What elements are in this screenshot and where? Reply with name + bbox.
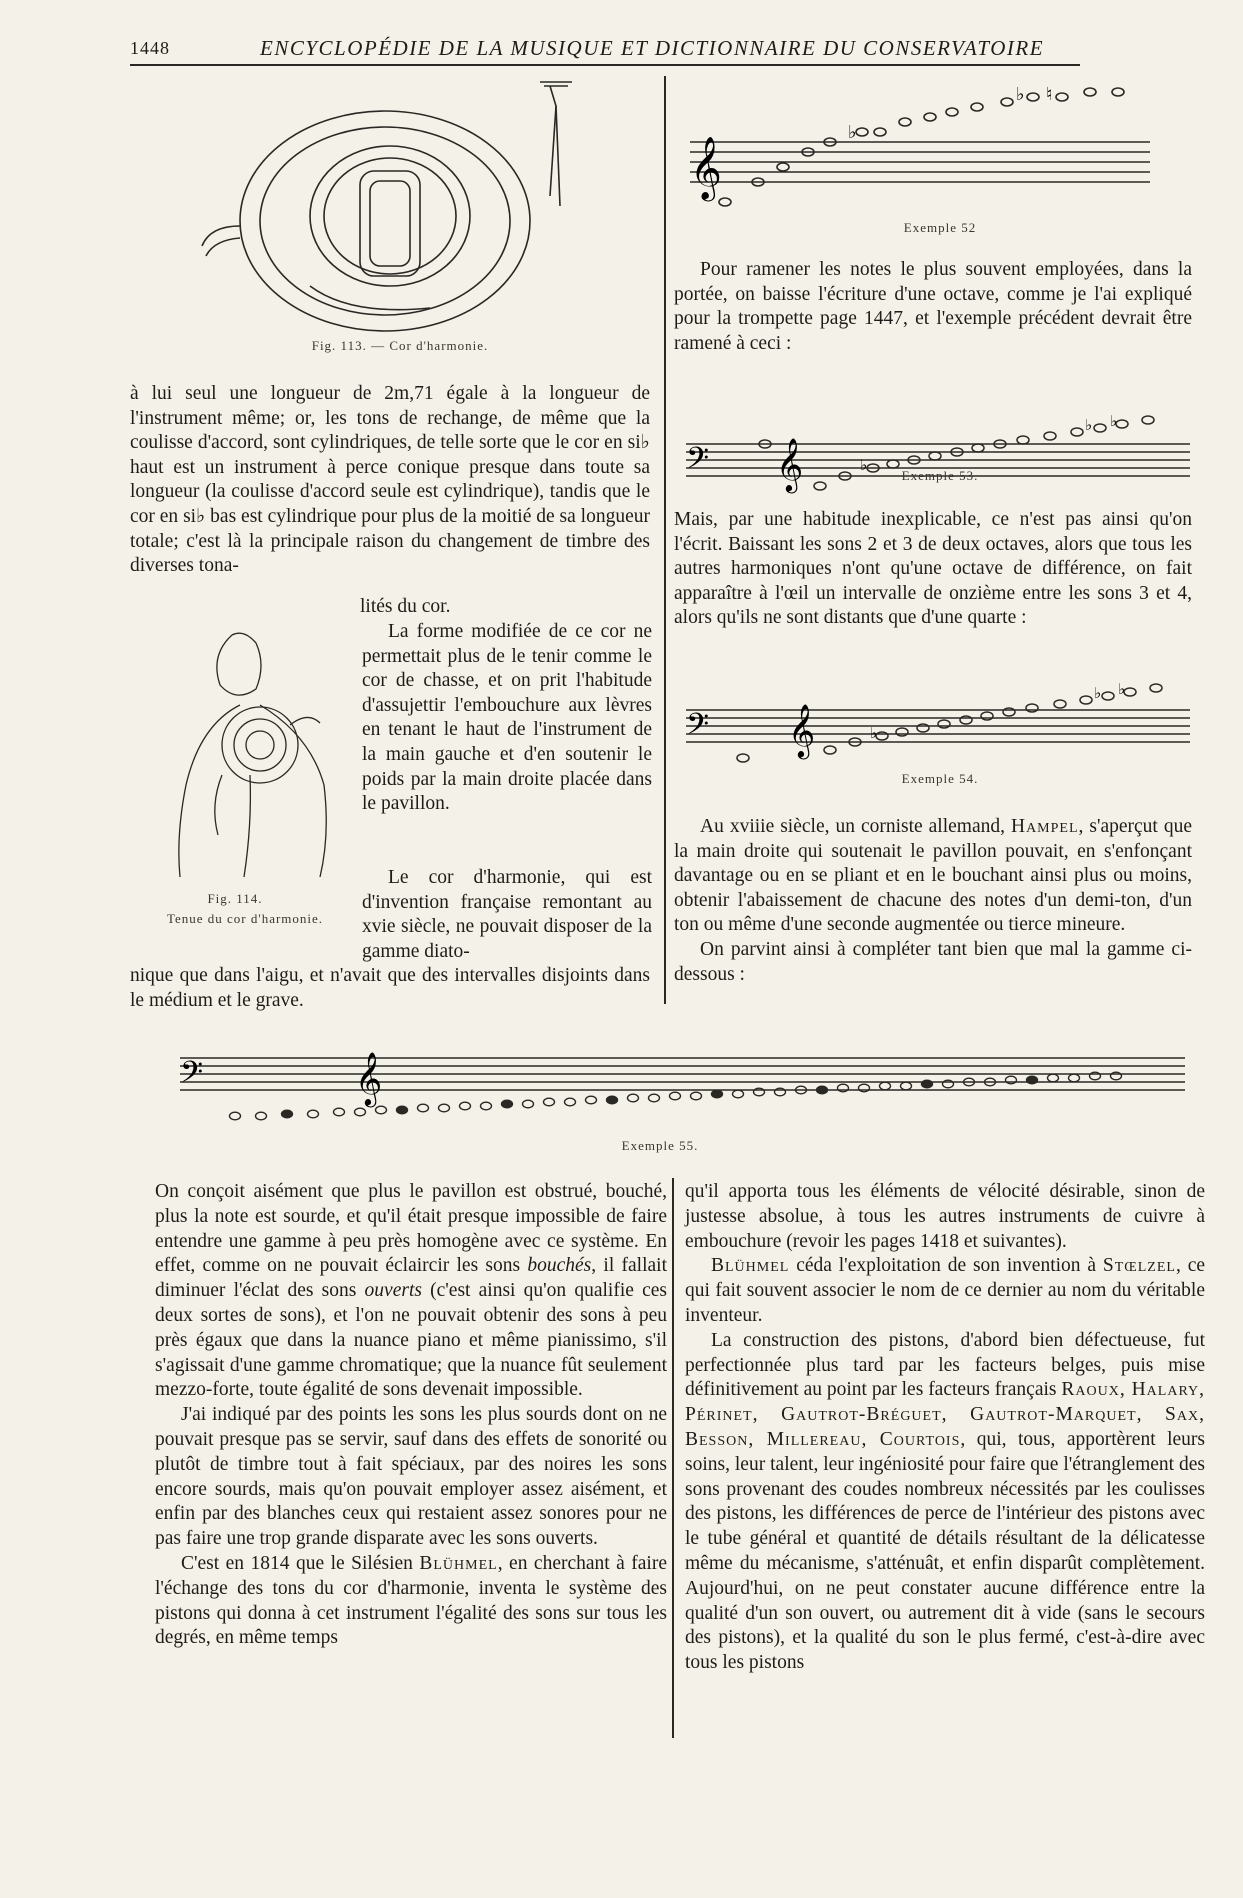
column-divider-bottom	[672, 1178, 674, 1738]
svg-text:𝄢: 𝄢	[180, 1056, 204, 1097]
bottom-right-para3	[685, 1329, 1205, 1676]
scale-note	[334, 1108, 345, 1116]
bl-para1-b: , il fallait diminuer l'éclat des sons	[155, 1255, 668, 1302]
horn-player-illustration	[140, 615, 360, 885]
right-column-para3	[674, 815, 1192, 987]
scale-note	[607, 1096, 618, 1104]
right-column-para1	[674, 258, 1192, 356]
scale-note	[628, 1094, 639, 1102]
running-title: ENCYCLOPÉDIE DE LA MUSIQUE ET DICTIONNAIRE DU CONSERVATOIRE	[260, 36, 1045, 60]
maker-names: Raoux, Halary, Périnet, Gautrot-Bréguet, Gautrot-Marquet, Sax, Besson, Millereau, Courtois	[685, 1379, 1206, 1450]
stoelzel-name: Stœlzel	[1102, 1255, 1176, 1277]
scale-note	[1069, 1074, 1080, 1082]
svg-text:𝄢: 𝄢	[686, 442, 710, 483]
svg-text:♭: ♭	[1110, 412, 1118, 430]
bottom-right-column	[685, 1180, 1205, 1676]
scale-note	[733, 1090, 744, 1098]
svg-text:𝄞: 𝄞	[690, 136, 722, 199]
scale-note	[376, 1106, 387, 1114]
example-54-label: Exemple 54.	[901, 771, 979, 786]
bl-para1-a: On conçoit aisément que plus le pavillon est obstrué, bouché, plus la note est sourde, et qu'il était presque impossible de faire entendre une gamme à peu près homogène avec ce système. En effet, comme on ne pouvait éclaircir les sons	[155, 1181, 667, 1277]
bottom-left-para1	[155, 1180, 667, 1403]
column-divider-top	[664, 76, 666, 1004]
right-para2-text: Mais, par une habitude inexplicable, ce n'est pas ainsi qu'on l'écrit. Baissant les sons 2 et 3 de deux octaves, alors que tous les autres harmoniques n'ont qu'une octave de différence, on fait apparaître à l'œil un intervalle de onzième entre les sons 3 et 4, alors qu'ils ne sont distants que d'une quarte :	[674, 509, 1192, 629]
bluhmel-name: Blühmel	[419, 1552, 498, 1574]
right-para1-text: Pour ramener les notes le plus souvent employées, dans la portée, on baisse l'écriture d'une octave, comme je l'ai expliqué pour la trompette page 1447, et l'exemple précédent devrait être ramené à ceci :	[674, 259, 1192, 354]
left-column-para3	[362, 866, 652, 964]
svg-text:𝄞: 𝄞	[788, 703, 816, 757]
right-column-para2	[674, 508, 1192, 631]
example-52-label: Exemple 52	[903, 220, 977, 235]
bl-para3-b: , en cherchant à faire l'échange des tons du cor d'harmonie, inventa le système des pistons qui donna à cet instrument l'égalité des sons sur tous les degrés, en même temps	[155, 1552, 667, 1649]
scale-note	[502, 1100, 513, 1108]
scale-note	[308, 1110, 319, 1118]
hampel-name: Hampel	[1010, 816, 1079, 837]
ouverts-word: ouverts	[364, 1280, 422, 1302]
page-header	[130, 30, 1080, 66]
scale-note	[544, 1098, 555, 1106]
scale-note	[691, 1092, 702, 1100]
scale-note	[670, 1092, 681, 1100]
left-para3-end-text: nique que dans l'aigu, et n'avait que des intervalles disjoints dans le médium et le grave.	[130, 965, 650, 1011]
left-column-para2	[362, 620, 652, 817]
svg-text:𝄞: 𝄞	[355, 1051, 383, 1105]
left-column-para1-end	[360, 595, 650, 620]
bluhmel-name-2: Blühmel	[711, 1255, 790, 1277]
svg-text:𝄢: 𝄢	[686, 708, 710, 749]
left-para2-text: La forme modifiée de ce cor ne permettait plus de le tenir comme le cor de chasse, et on prit l'habitude d'assujettir l'embouchure aux lèvres en tenant le haut de l'instrument de la main gauche et d'en soutenir le poids par la main droite placée dans le pavillon.	[362, 621, 652, 815]
scale-note	[523, 1100, 534, 1108]
scale-note	[901, 1082, 912, 1090]
bottom-left-para2: J'ai indiqué par des points les sons les plus sourds dont on ne pouvait presque pas se servir, sauf dans des effets de sonorité ou plutôt de timbre tout à fait spéciaux, par des noires les sons encore sourds, mais qu'on pouvait employer assez aisément, et enfin par des blanches ceux qui restaient assez sonores pour ne pas faire une trop grande disparate avec les sons ouverts.	[155, 1404, 667, 1550]
right-para3-pre: Au xviiie siècle, un corniste allemand,	[700, 816, 1011, 837]
left-para1-end-text: lités du cor.	[360, 596, 451, 617]
bottom-left-para3	[155, 1552, 667, 1651]
fig114-caption-1: Fig. 114.	[207, 891, 263, 906]
right-para3-text	[674, 815, 1192, 938]
music-example-54	[680, 670, 1200, 770]
left-column-para1	[130, 382, 650, 579]
left-para3-text: Le cor d'harmonie, qui est d'invention française remontant au xvie siècle, ne pouvait disposer de la gamme diato-	[362, 867, 652, 962]
right-para3-post: , s'aperçut que la main droite qui soutenait le pavillon pouvait, en s'enfonçant davantage ou en se pliant et en le bouchant ainsi plus ou moins, obtenir l'abaissement de chacune des notes d'un demi-ton, d'un ton ou même d'une seconde augmentée ou tierce mineure.	[674, 816, 1192, 936]
scale-note	[565, 1098, 576, 1106]
scale-note	[1027, 1076, 1038, 1084]
svg-text:♭: ♭	[1016, 84, 1025, 105]
svg-text:♮: ♮	[1046, 84, 1053, 105]
svg-text:♭: ♭	[1085, 416, 1093, 434]
fig114-caption-2: Tenue du cor d'harmonie.	[166, 911, 324, 926]
scale-note	[418, 1104, 429, 1112]
music-example-52	[680, 76, 1160, 216]
br-para3-b: , qui, tous, apportèrent leurs soins, leur talent, leur ingéniosité pour faire que l'étranglement des sons provenant des coudes nombreux nécessités par les coulisses des pistons, les différences de perce de l'intérieur des pistons avec le tube général et quantité de détails résultant de la délicatesse même du mécanisme, s'atténuât, et enfin disparût complètement. Aujourd'hui, on ne peut constater aucune différence entre la qualité d'un son ouvert, ou autrement dit à vide (sans le secours des pistons), et la qualité du son le plus fermé, c'est-à-dire avec tous les pistons	[685, 1428, 1205, 1674]
svg-text:♭: ♭	[1118, 680, 1126, 698]
bottom-right-para1: qu'il apporta tous les éléments de vélocité désirable, sinon de justesse absolue, à tous les autres instruments de cuivre à embouchure (revoir les pages 1418 et suivantes).	[685, 1181, 1205, 1252]
example-53-label: Exemple 53.	[901, 468, 979, 483]
scale-note	[230, 1112, 241, 1120]
bouches-word: bouchés	[527, 1255, 592, 1277]
scale-note	[922, 1080, 933, 1088]
scale-note	[880, 1082, 891, 1090]
svg-text:♭: ♭	[870, 724, 878, 742]
music-example-55	[175, 1018, 1195, 1138]
scale-note	[1048, 1074, 1059, 1082]
bl-para1-c: (c'est ainsi qu'on qualifie ces deux sortes de sons), et l'on ne pouvait obtenir des sons à peu près égaux que dans la nuance piano et même pianissimo, s'il s'agissait d'une gamme chromatique; que la nuance fût seulement mezzo-forte, toute égalité de sons devenait impossible.	[155, 1280, 667, 1401]
br-para3-a: La construction des pistons, d'abord bien défectueuse, fut perfectionnée plus tard par les facteurs belges, puis mise définitivement au point par les facteurs français	[685, 1329, 1205, 1401]
bottom-right-para2	[685, 1254, 1205, 1328]
right-para4-text: On parvint ainsi à compléter tant bien que mal la gamme ci-dessous :	[674, 938, 1192, 985]
scale-note	[282, 1110, 293, 1118]
scale-note	[649, 1094, 660, 1102]
scale-note	[460, 1102, 471, 1110]
left-para1-text: à lui seul une longueur de 2m,71 égale à la longueur de l'instrument même; or, les tons de rechange, de même que la coulisse d'accord, sont cylindriques, de telle sorte que le cor en si♭ haut est un instrument à perce conique presque dans toute sa longueur (la coulisse d'accord seule est cylindrique), tandis que le cor en si♭ bas est cylindrique pour plus de la moitié de sa longueur totale; c'est là la principale raison du changement de timbre des diverses tona-	[130, 383, 650, 577]
scale-note	[586, 1096, 597, 1104]
scale-note	[355, 1108, 366, 1116]
scale-note	[817, 1086, 828, 1094]
svg-text:♭: ♭	[848, 122, 857, 143]
svg-text:♭: ♭	[860, 456, 868, 474]
scale-note	[397, 1106, 408, 1114]
example-55-label: Exemple 55.	[621, 1138, 699, 1153]
scale-note	[256, 1112, 267, 1120]
page-number: 1448	[130, 38, 170, 58]
svg-text:𝄞: 𝄞	[776, 437, 804, 491]
left-column-para3-end	[130, 964, 650, 1013]
scale-note	[439, 1104, 450, 1112]
scale-note	[712, 1090, 723, 1098]
bl-para3-a: C'est en 1814 que le Silésien	[181, 1552, 420, 1574]
bottom-left-column	[155, 1180, 667, 1651]
br-para2-b: , ce qui fait souvent associer le nom de ce dernier au nom du véritable inventeur.	[685, 1255, 1206, 1326]
br-para2-a: céda l'exploitation de son invention à	[789, 1255, 1103, 1277]
scale-note	[481, 1102, 492, 1110]
fig113-caption: Fig. 113. — Cor d'harmonie.	[311, 338, 489, 353]
svg-text:♭: ♭	[1094, 684, 1102, 702]
french-horn-illustration	[200, 76, 580, 336]
